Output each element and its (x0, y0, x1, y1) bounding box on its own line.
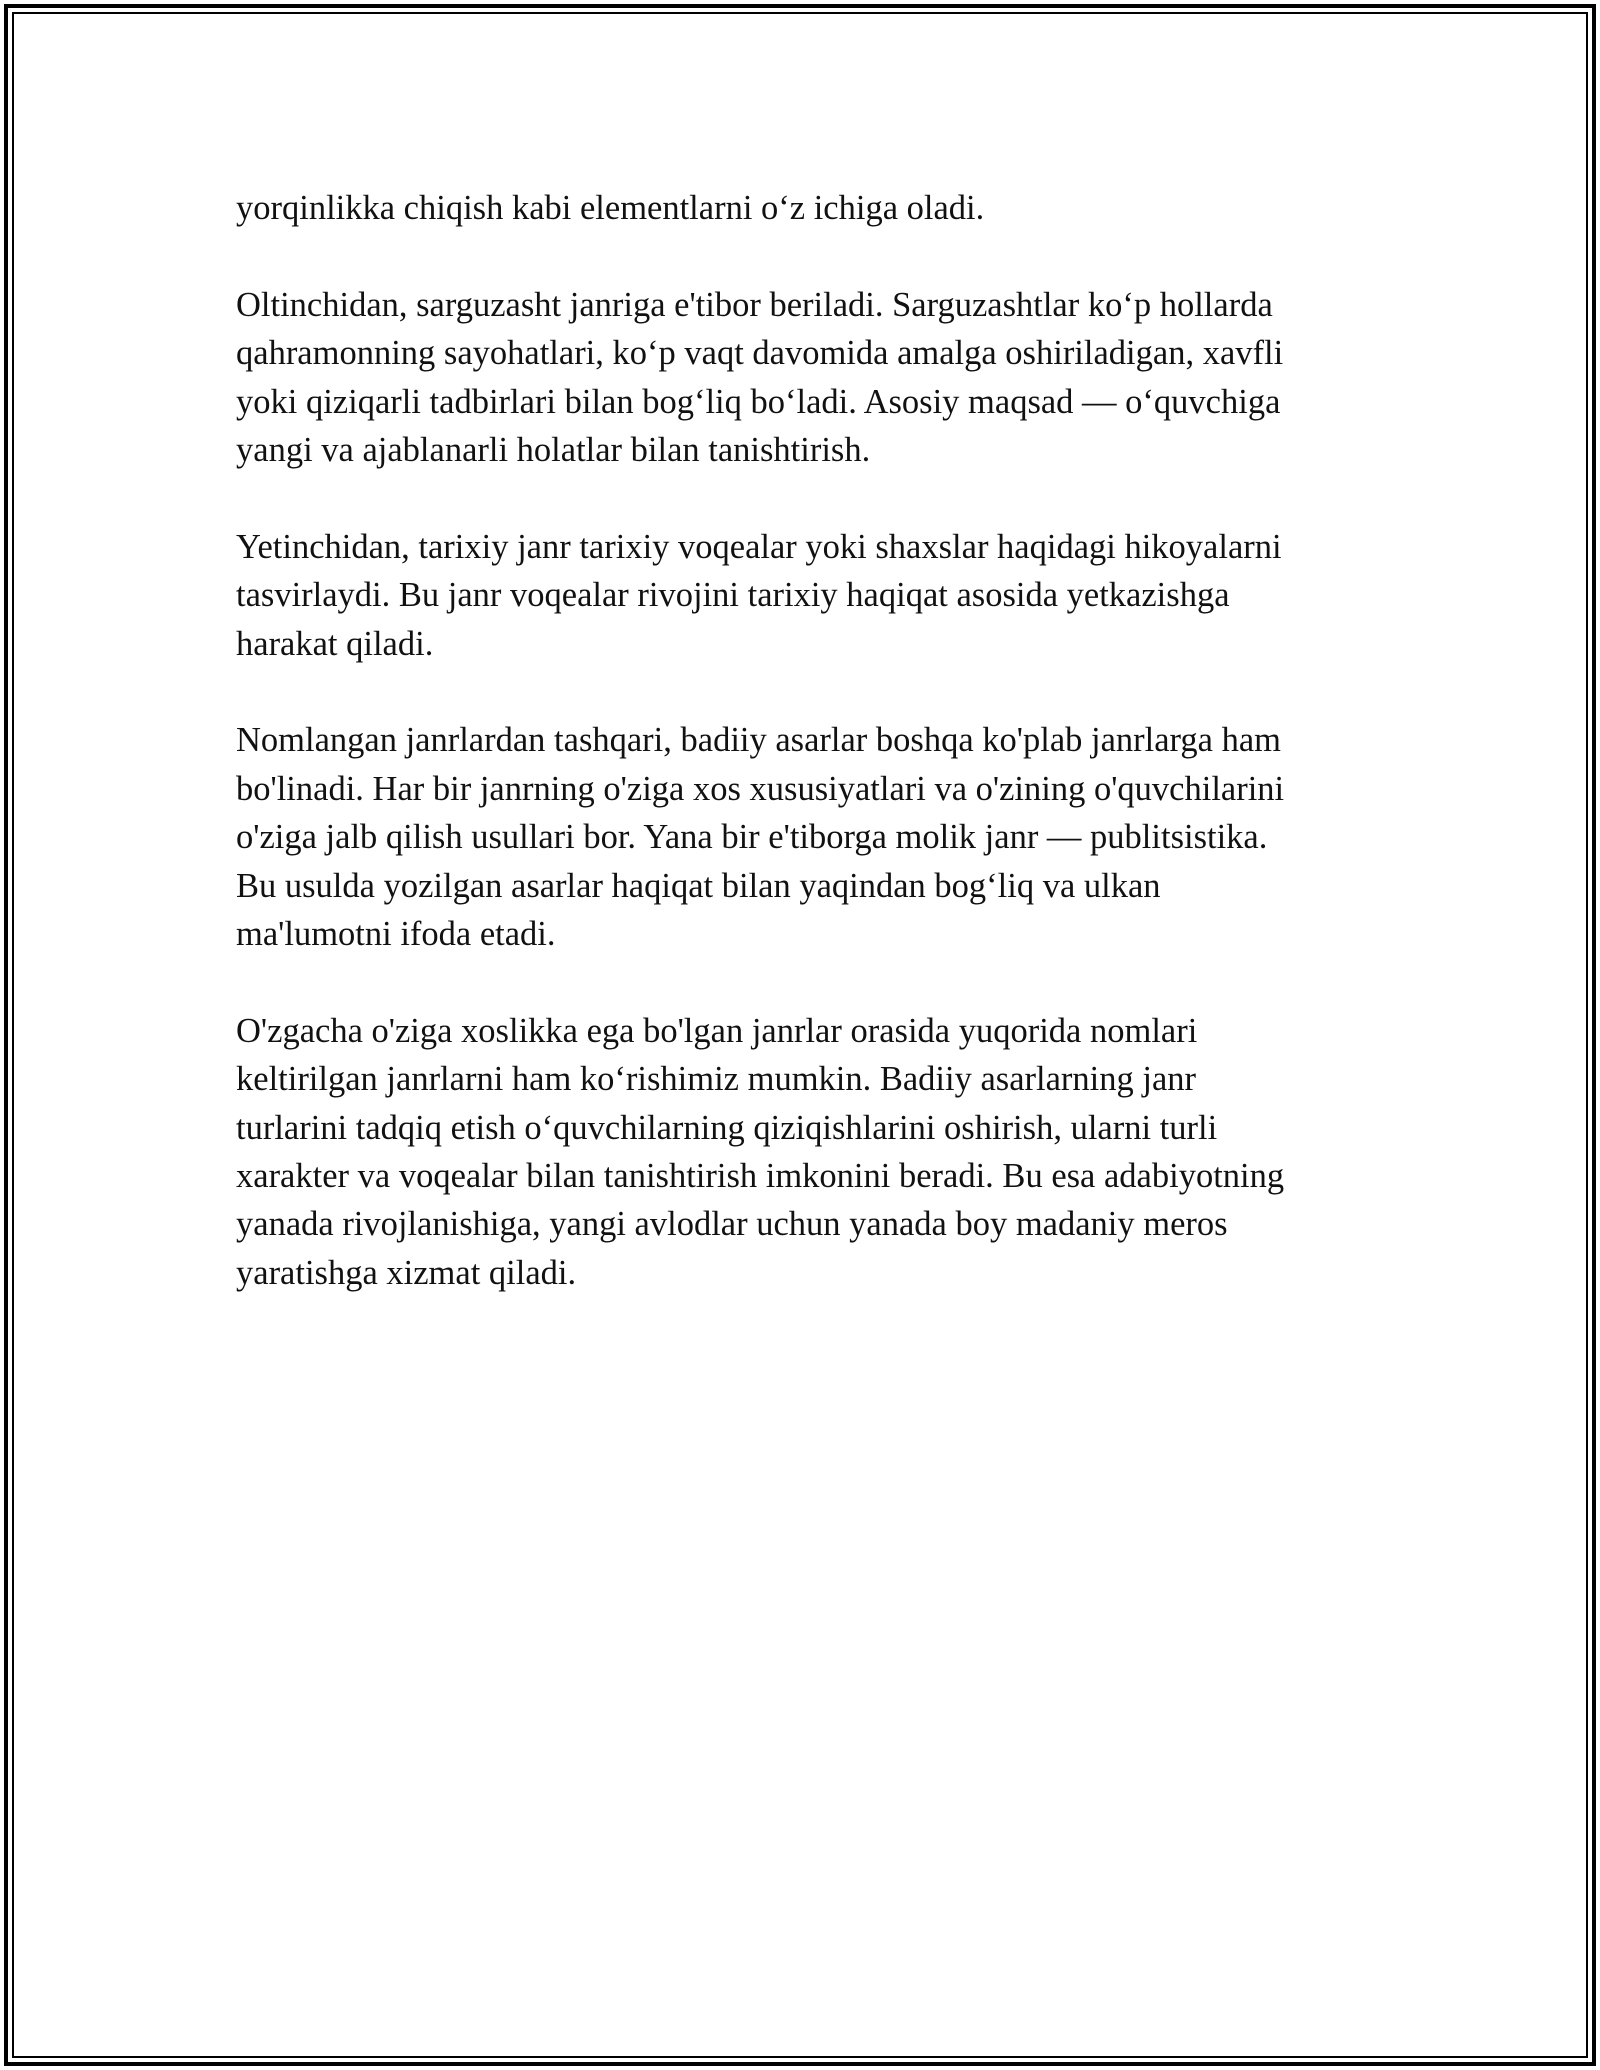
paragraph-3: Yetinchidan, tarixiy janr tarixiy voqealar yoki shaxslar haqidagi hikoyalarni tasvirlaydi. Bu janr voqealar rivojini tarixiy haqiqat asosida yetkazishga harakat qiladi. (236, 527, 1282, 663)
document-body (236, 184, 1366, 1346)
paragraph-4: Nomlangan janrlardan tashqari, badiiy asarlar boshqa ko'plab janrlarga ham bo'linadi. Har bir janrning o'ziga xos xususiyatlari va o'zining o'quvchilarini o'ziga jalb qilish usullari bor. Yana bir e'tiborga molik janr — publitsistika. Bu usulda yozilgan asarlar haqiqat bilan yaqindan bog‘liq va ulkan ma'lumotni ifoda etadi. (236, 721, 1285, 954)
paragraph-2: Oltinchidan, sarguzasht janriga e'tibor beriladi. Sarguzashtlar ko‘p hollarda qahramonning sayohatlari, ko‘p vaqt davomida amalga oshiriladigan, xavfli yoki qiziqarli tadbirlari bilan bog‘liq bo‘ladi. Asosiy maqsad — o‘quvchiga yangi va ajablanarli holatlar bilan tanishtirish. (236, 285, 1284, 470)
paragraph-1: yorqinlikka chiqish kabi elementlarni o‘z ichiga oladi. (236, 189, 985, 227)
paragraph-5: O'zgacha o'ziga xoslikka ega bo'lgan janrlar orasida yuqorida nomlari keltirilgan janrlarni ham ko‘rishimiz mumkin. Badiiy asarlarning janr turlarini tadqiq etish o‘quvchilarning qiziqishlarini oshirish, ularni turli xarakter va voqealar bilan tanishtirish imkonini beradi. Bu esa adabiyotning yanada rivojlanishiga, yangi avlodlar uchun yanada boy madaniy meros yaratishga xizmat qiladi. (236, 1011, 1285, 1292)
